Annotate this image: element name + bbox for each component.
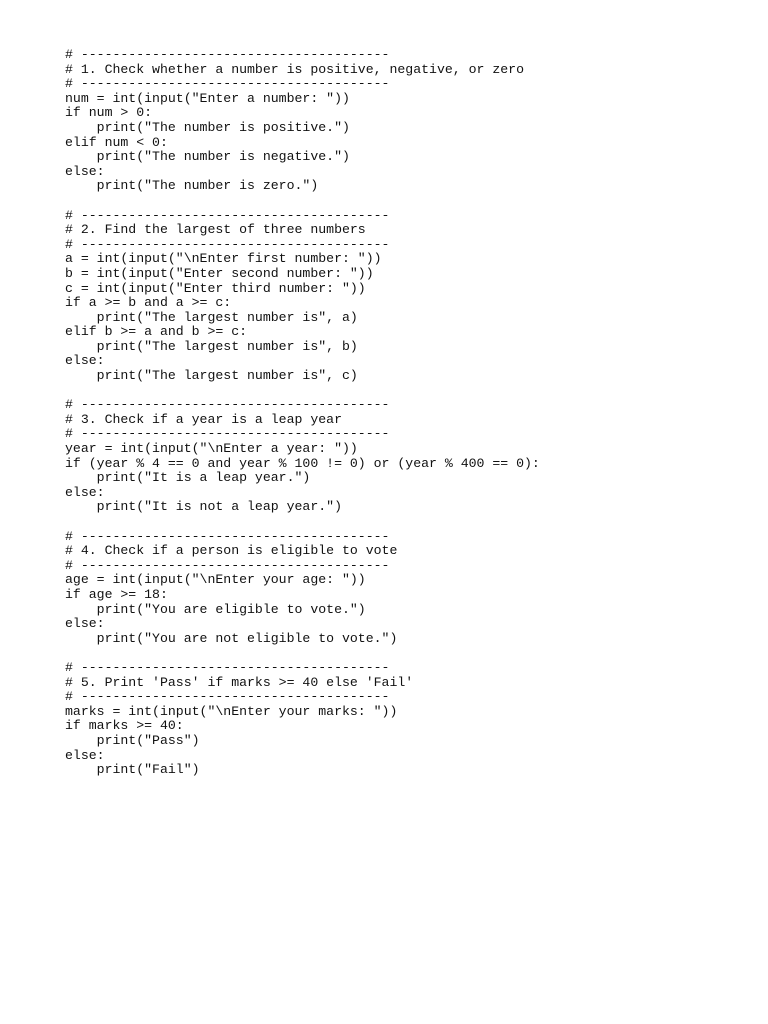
section-heading: # 3. Check if a year is a leap year — [65, 411, 342, 427]
code-line: else: — [65, 484, 105, 500]
code-line: b = int(input("Enter second number: ")) — [65, 265, 374, 281]
code-block-4 — [65, 530, 745, 647]
code-line: else: — [65, 747, 105, 763]
section-heading: # 1. Check whether a number is positive, negative, or zero — [65, 61, 524, 77]
comment-divider: # --------------------------------------- — [65, 397, 390, 413]
code-line: print("The number is positive.") — [65, 119, 350, 135]
comment-divider: # --------------------------------------- — [65, 689, 390, 705]
comment-divider: # --------------------------------------- — [65, 47, 390, 62]
code-line: year = int(input("\nEnter a year: ")) — [65, 441, 358, 457]
code-line: elif num < 0: — [65, 134, 168, 150]
comment-divider: # --------------------------------------- — [65, 528, 390, 544]
code-block-5 — [65, 661, 745, 778]
code-line: if age >= 18: — [65, 586, 168, 602]
code-line: print("Fail") — [65, 762, 200, 778]
section-heading: # 4. Check if a person is eligible to vote — [65, 543, 398, 559]
code-line: else: — [65, 616, 105, 632]
comment-divider: # --------------------------------------- — [65, 207, 390, 223]
code-line: if num > 0: — [65, 105, 153, 121]
code-line: c = int(input("Enter third number: ")) — [65, 280, 366, 296]
section-heading: # 2. Find the largest of three numbers — [65, 222, 366, 238]
code-line: print("The largest number is", c) — [65, 368, 358, 384]
code-line: else: — [65, 353, 105, 369]
code-line: if a >= b and a >= c: — [65, 295, 232, 311]
comment-divider: # --------------------------------------- — [65, 557, 390, 573]
code-block-1 — [65, 48, 745, 194]
code-line: print("It is a leap year.") — [65, 470, 311, 486]
code-line: print("The number is negative.") — [65, 149, 350, 165]
code-line: print("It is not a leap year.") — [65, 499, 342, 515]
code-listing — [65, 48, 745, 792]
code-line: print("The largest number is", b) — [65, 338, 358, 354]
code-line: print("You are eligible to vote.") — [65, 601, 366, 617]
code-line: print("You are not eligible to vote.") — [65, 630, 398, 646]
code-line: age = int(input("\nEnter your age: ")) — [65, 572, 366, 588]
code-line: marks = int(input("\nEnter your marks: ")) — [65, 703, 398, 719]
code-line: num = int(input("Enter a number: ")) — [65, 90, 350, 106]
code-line: if marks >= 40: — [65, 718, 184, 734]
code-line: if (year % 4 == 0 and year % 100 != 0) or (year % 400 == 0): — [65, 455, 540, 471]
code-line: print("Pass") — [65, 732, 200, 748]
code-line: print("The largest number is", a) — [65, 309, 358, 325]
comment-divider: # --------------------------------------- — [65, 659, 390, 675]
comment-divider: # --------------------------------------- — [65, 76, 390, 92]
code-line: a = int(input("\nEnter first number: ")) — [65, 251, 382, 267]
code-block-3 — [65, 398, 745, 515]
code-line: elif b >= a and b >= c: — [65, 324, 248, 340]
comment-divider: # --------------------------------------- — [65, 236, 390, 252]
section-heading: # 5. Print 'Pass' if marks >= 40 else 'Fail' — [65, 674, 414, 690]
code-line: print("The number is zero.") — [65, 178, 319, 194]
comment-divider: # --------------------------------------- — [65, 426, 390, 442]
code-block-2 — [65, 209, 745, 384]
code-line: else: — [65, 163, 105, 179]
